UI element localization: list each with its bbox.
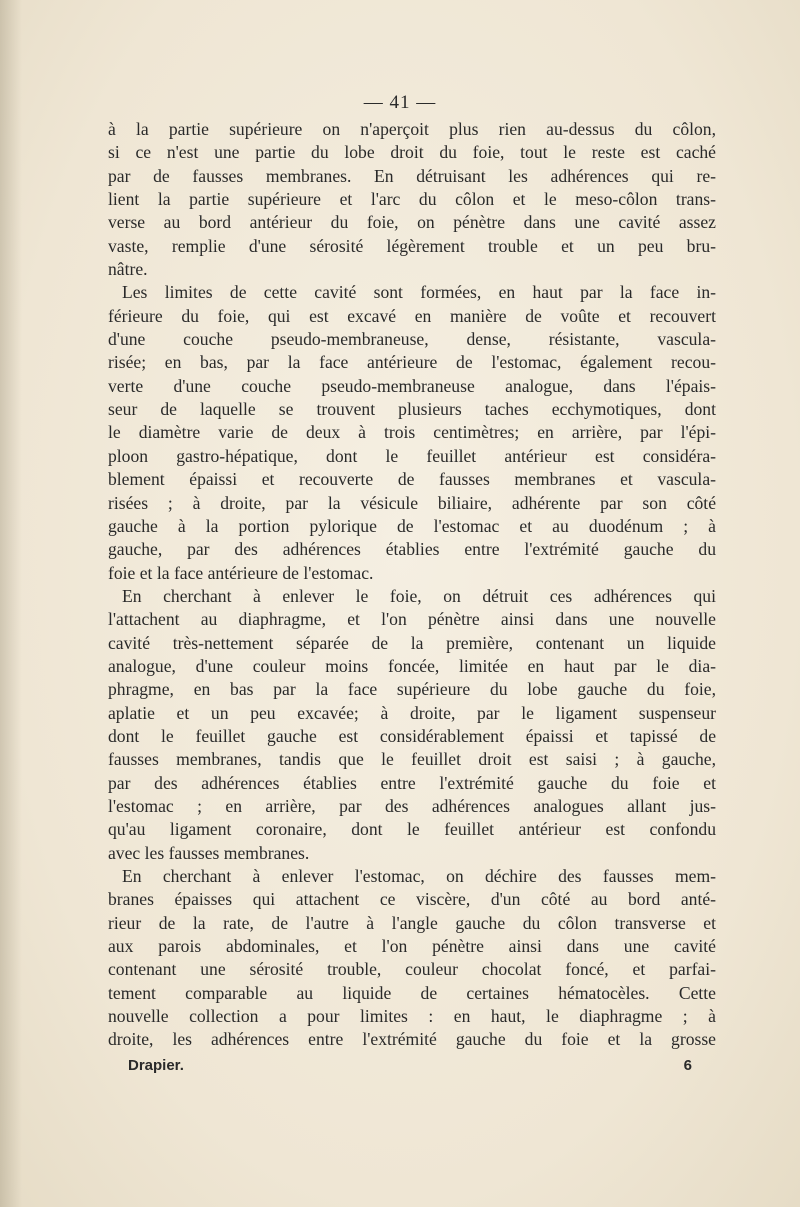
text-line: gauche à la portion pylorique de l'estomac et au duodénum ; à <box>108 515 716 536</box>
text-line: férieure du foie, qui est excavé en manière de voûte et recouvert <box>108 305 716 326</box>
text-line: verse au bord antérieur du foie, on pénètre dans une cavité assez <box>108 212 716 233</box>
text-line: verte d'une couche pseudo-membraneuse analogue, dans l'épais- <box>108 375 716 396</box>
text-line: analogue, d'une couleur moins foncée, limitée en haut par le dia- <box>108 655 716 676</box>
text-line: aplatie et un peu excavée; à droite, par le ligament suspenseur <box>108 702 716 723</box>
text-line: rieur de la rate, de l'autre à l'angle gauche du côlon transverse et <box>108 912 716 933</box>
text-line: vaste, remplie d'une sérosité légèrement trouble et un peu bru- <box>108 235 716 256</box>
text-line: contenant une sérosité trouble, couleur chocolat foncé, et parfai- <box>108 959 716 980</box>
text-line: lient la partie supérieure et l'arc du côlon et le meso-côlon trans- <box>108 189 716 210</box>
text-line: risée; en bas, par la face antérieure de l'estomac, également recou- <box>108 352 716 373</box>
text-line: nouvelle collection a pour limites : en haut, le diaphragme ; à <box>108 1006 716 1027</box>
text-line: avec les fausses membranes. <box>108 842 310 863</box>
binding-shadow <box>0 0 22 1207</box>
text-line: si ce n'est une partie du lobe droit du foie, tout le reste est caché <box>108 142 716 163</box>
text-line: d'une couche pseudo-membraneuse, dense, résistante, vascula- <box>108 329 716 350</box>
text-line: phragme, en bas par la face supérieure du lobe gauche du foie, <box>108 679 716 700</box>
body-text <box>108 118 716 1052</box>
text-line: Les limites de cette cavité sont formées, en haut par la face in- <box>122 282 716 303</box>
text-line: par des adhérences établies entre l'extrémité gauche du foie et <box>108 772 716 793</box>
text-line: le diamètre varie de deux à trois centimètres; en arrière, par l'épi- <box>108 422 716 443</box>
text-line: branes épaisses qui attachent ce viscère, d'un côté au bord anté- <box>108 889 716 910</box>
text-line: blement épaissi et recouverte de fausses membranes et vascula- <box>108 469 716 490</box>
text-line: dont le feuillet gauche est considérablement épaissi et tapissé de <box>108 725 716 746</box>
text-line: tement comparable au liquide de certaines hématocèles. Cette <box>108 982 716 1003</box>
text-line: fausses membranes, tandis que le feuillet droit est saisi ; à gauche, <box>108 749 716 770</box>
text-line: à la partie supérieure on n'aperçoit plus rien au-dessus du côlon, <box>108 119 716 139</box>
text-line: gauche, par des adhérences établies entre l'extrémité gauche du <box>108 539 716 560</box>
footer-sheet-number: 6 <box>683 1057 692 1074</box>
text-line: foie et la face antérieure de l'estomac. <box>108 562 374 583</box>
text-line: l'estomac ; en arrière, par des adhérences analogues allant jus- <box>108 795 716 816</box>
text-line: qu'au ligament coronaire, dont le feuillet antérieur est confondu <box>108 819 716 840</box>
text-line: par de fausses membranes. En détruisant les adhérences qui re- <box>108 165 716 186</box>
text-line: En cherchant à enlever l'estomac, on déchire des fausses mem- <box>122 866 716 886</box>
text-line: risées ; à droite, par la vésicule biliaire, adhérente par son côté <box>108 492 716 513</box>
text-line: l'attachent au diaphragme, et l'on pénètre ainsi dans une nouvelle <box>108 609 716 630</box>
text-line: En cherchant à enlever le foie, on détruit ces adhérences qui <box>122 585 716 606</box>
footer-signature: Drapier. <box>128 1057 184 1074</box>
text-line: aux parois abdominales, et l'on pénètre ainsi dans une cavité <box>108 936 716 957</box>
text-line: cavité très-nettement séparée de la première, contenant un liquide <box>108 632 716 653</box>
text-line: ploon gastro-hépatique, dont le feuillet antérieur est considéra- <box>108 445 716 466</box>
text-line: seur de laquelle se trouvent plusieurs taches ecchymotiques, dont <box>108 399 716 420</box>
text-line: droite, les adhérences entre l'extrémité gauche du foie et la grosse <box>108 1029 716 1050</box>
page-number: — 41 — <box>363 92 437 113</box>
text-line: nâtre. <box>108 259 148 280</box>
